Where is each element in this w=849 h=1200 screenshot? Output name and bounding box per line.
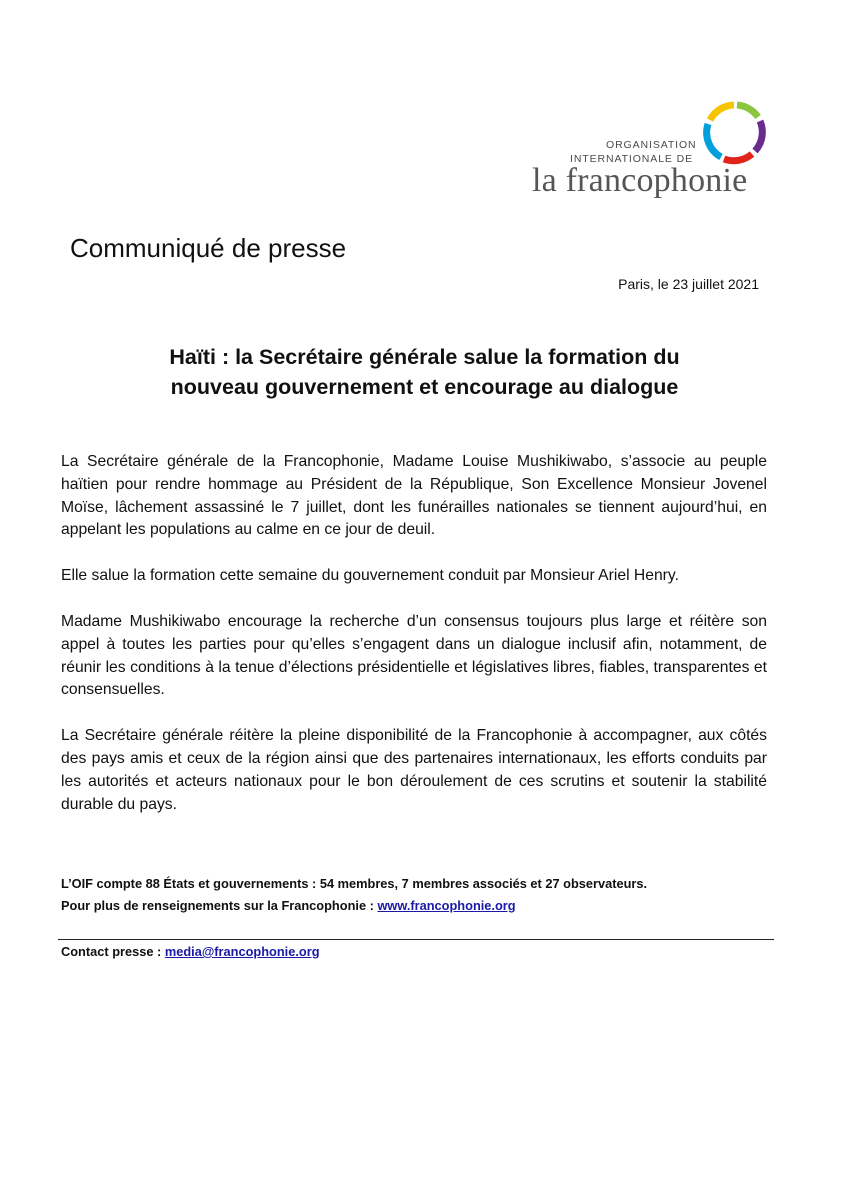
more-info-label: Pour plus de renseignements sur la Francophonie :	[61, 898, 378, 913]
footer-divider	[58, 939, 774, 940]
logo-org-line1: ORGANISATION	[606, 139, 697, 151]
body-paragraph: La Secrétaire générale réitère la pleine disponibilité de la Francophonie à accompagner, aux côtés des pays amis et ceux de la région ainsi que des partenaires internationaux, les efforts conduits par les autorités et acteurs nationaux pour le bon déroulement de ces scrutins et soutenir la stabilité durable du pays.	[61, 727, 767, 813]
contact-label: Contact presse :	[61, 944, 165, 959]
more-info-line	[61, 895, 773, 917]
press-release-body	[61, 451, 767, 839]
footer-info	[61, 873, 773, 917]
document-type-heading: Communiqué de presse	[70, 233, 347, 263]
press-contact	[61, 942, 320, 962]
oif-logo	[530, 98, 770, 203]
logo-org-line2: INTERNATIONALE DE	[570, 153, 694, 165]
oif-membership-count: L’OIF compte 88 États et gouvernements : 54 membres, 7 membres associés et 27 observateurs.	[61, 876, 648, 891]
body-paragraph: Elle salue la formation cette semaine du gouvernement conduit par Monsieur Ariel Henry.	[61, 567, 679, 585]
francophonie-ring-logo-icon	[700, 98, 770, 168]
title-line-1: Haïti : la Secrétaire générale salue la formation du	[169, 345, 680, 369]
press-contact-email-link[interactable]: media@francophonie.org	[164, 944, 320, 959]
francophonie-website-link[interactable]: www.francophonie.org	[377, 898, 516, 913]
dateline: Paris, le 23 juillet 2021	[618, 276, 759, 292]
logo-wordmark: la francophonie	[532, 162, 748, 199]
body-paragraph: La Secrétaire générale de la Francophonie, Madame Louise Mushikiwabo, s’associe au peuple haïtien pour rendre hommage au Président de la République, Son Excellence Monsieur Jovenel Moïse, lâchement assassiné le 7 juillet, dont les funérailles nationales se tiennent aujourd’hui, en appelant les populations au calme en ce jour de deuil.	[61, 453, 767, 539]
press-release-title	[60, 342, 789, 402]
body-paragraph: Madame Mushikiwabo encourage la recherche d’un consensus toujours plus large et réitère son appel à toutes les parties pour qu’elles s’engagent dans un dialogue inclusif afin, notamment, de réunir les conditions à la tenue d’élections présidentielle et législatives libres, fiables, transparentes et consensuelles.	[61, 612, 767, 699]
title-line-2: nouveau gouvernement et encourage au dialogue	[170, 375, 679, 399]
